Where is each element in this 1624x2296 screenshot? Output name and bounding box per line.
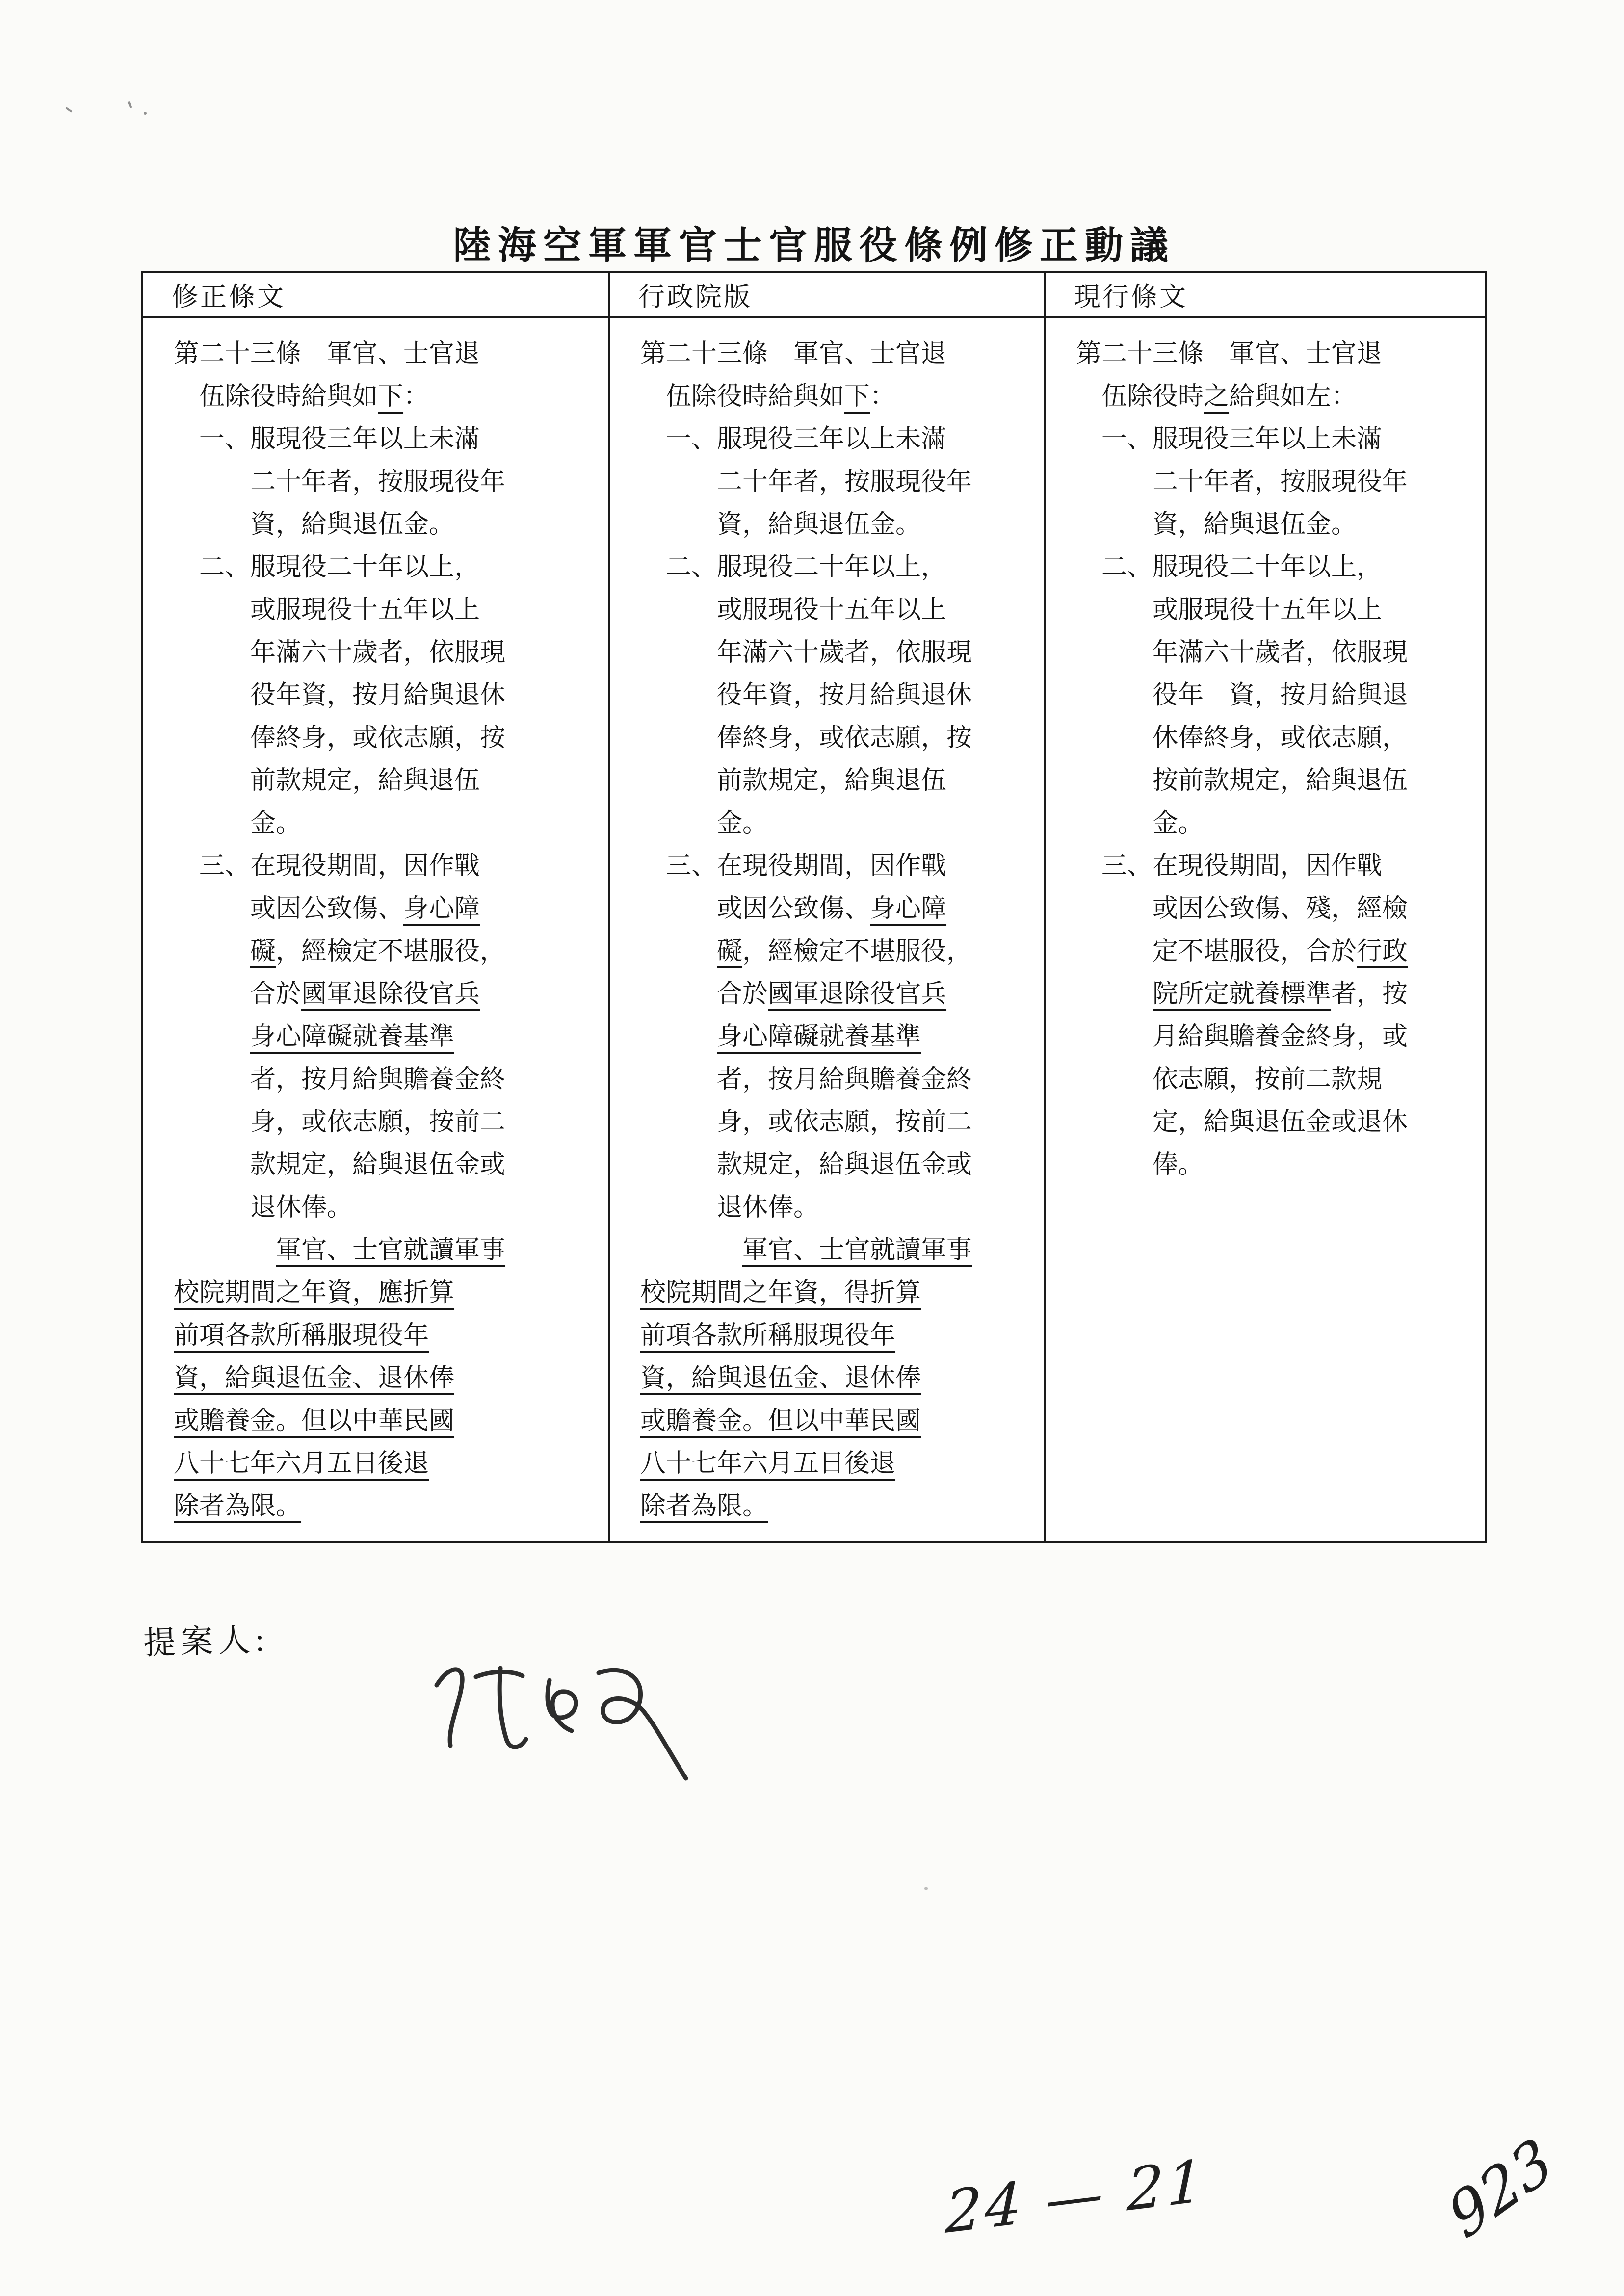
underlined-text-segment: 除者為限。 — [640, 1492, 768, 1520]
text-segment: 或服現役十五年以上 — [1153, 596, 1383, 624]
text-line — [1101, 546, 1473, 589]
underlined-text-segment: 資，給與退伍金、退休俸 — [640, 1364, 921, 1392]
text-line — [174, 1357, 596, 1400]
text-segment: 二十年者，按服現役年 — [1153, 468, 1408, 496]
text-line — [717, 1016, 1032, 1058]
text-line — [640, 1400, 1032, 1442]
text-segment: 一、服現役三年以上未滿 — [1101, 425, 1383, 453]
text-segment: 第二十三條 軍官、士官退 — [640, 340, 947, 368]
text-segment: 資，給與退伍金。 — [717, 511, 921, 539]
text-line — [174, 333, 596, 375]
text-segment: 三、在現役期間，因作戰 — [199, 852, 480, 880]
header-amended-text: 修正條文 — [143, 273, 610, 316]
underlined-text-segment: 或贍養金。但以中華民國 — [174, 1407, 455, 1435]
text-line — [717, 1101, 1032, 1144]
text-segment: 役年資，按月給與退休 — [250, 681, 506, 709]
text-line — [640, 333, 1032, 375]
text-line — [640, 1442, 1032, 1485]
text-line — [276, 1229, 596, 1272]
text-segment: 伍除役時給與如 — [666, 383, 845, 411]
text-segment: 定，給與退伍金或退休 — [1153, 1108, 1408, 1136]
text-segment: 或服現役十五年以上 — [250, 596, 480, 624]
text-segment: 年滿六十歲者，依服現 — [1153, 639, 1408, 667]
text-line — [174, 1442, 596, 1485]
text-segment: ： — [870, 383, 896, 411]
text-segment: 按前款規定，給與退伍 — [1153, 767, 1408, 795]
text-line — [250, 503, 596, 546]
text-segment: 款規定，給與退伍金或 — [717, 1151, 972, 1179]
text-line — [666, 546, 1032, 589]
text-segment: 者，按月給與贍養金終 — [250, 1066, 506, 1094]
text-line — [199, 418, 596, 461]
text-line — [1101, 418, 1473, 461]
text-line — [640, 1485, 1032, 1528]
text-line — [1153, 717, 1473, 759]
text-segment: 金。 — [250, 809, 302, 837]
text-line — [717, 503, 1032, 546]
handwritten-corner-mark: 923 — [1437, 2124, 1565, 2253]
text-segment: 前款規定，給與退伍 — [250, 767, 480, 795]
text-segment: 伍除役時給與如 — [199, 383, 378, 411]
text-segment: 三、在現役期間，因作戰 — [666, 852, 947, 880]
text-line — [640, 1357, 1032, 1400]
text-segment: 役年資，按月給與退休 — [717, 681, 972, 709]
scan-speck — [127, 101, 132, 109]
text-line — [250, 930, 596, 973]
text-line — [199, 845, 596, 887]
text-line — [250, 589, 596, 631]
underlined-text-segment: 礙 — [250, 938, 276, 965]
text-line — [1153, 1016, 1473, 1058]
text-segment: 一、服現役三年以上未滿 — [666, 425, 947, 453]
underlined-text-segment: 行政 — [1357, 938, 1408, 965]
text-segment: 役年 資，按月給與退 — [1153, 681, 1408, 709]
underlined-text-segment: 校院期間之年資，得折算 — [640, 1279, 921, 1307]
text-line — [666, 845, 1032, 887]
text-line — [250, 802, 596, 845]
underlined-text-segment: 除者為限。 — [174, 1492, 302, 1520]
text-segment: 年滿六十歲者，依服現 — [250, 639, 506, 667]
scan-speck — [65, 107, 73, 113]
text-line — [1153, 887, 1473, 930]
text-segment: 二、服現役二十年以上， — [666, 553, 947, 581]
text-segment: ，經檢定不堪服役， — [276, 938, 506, 965]
underlined-text-segment: 國軍退除役官兵 — [301, 980, 480, 1008]
text-segment: 退休俸。 — [717, 1194, 819, 1222]
text-line — [199, 375, 596, 418]
underlined-text-segment: 身心障礙就養基準 — [250, 1023, 455, 1051]
text-segment: 或因公致傷、殘，經檢 — [1153, 895, 1408, 923]
text-line — [250, 674, 596, 717]
text-line — [250, 1186, 596, 1229]
text-segment: 前款規定，給與退伍 — [717, 767, 947, 795]
underlined-text-segment: 院所定就養標準 — [1153, 980, 1332, 1008]
text-line — [1153, 1144, 1473, 1186]
underlined-text-segment: 身心障礙就養基準 — [717, 1023, 921, 1051]
text-line — [717, 1186, 1032, 1229]
text-line — [1153, 930, 1473, 973]
column-executive-yuan-version — [610, 318, 1046, 1541]
text-line — [640, 1272, 1032, 1314]
text-segment: 者，按 — [1331, 980, 1408, 1008]
text-segment: 者，按月給與贍養金終 — [717, 1066, 972, 1094]
text-line — [1101, 845, 1473, 887]
underlined-text-segment: 礙 — [717, 938, 743, 965]
text-segment: 合於 — [250, 980, 302, 1008]
text-line — [1153, 631, 1473, 674]
table-header-row — [143, 273, 1485, 318]
text-segment: 第二十三條 軍官、士官退 — [174, 340, 480, 368]
text-line — [250, 1101, 596, 1144]
text-line — [1153, 461, 1473, 503]
underlined-text-segment: 校院期間之年資，應折算 — [174, 1279, 455, 1307]
text-segment: 款規定，給與退伍金或 — [250, 1151, 506, 1179]
underlined-text-segment: 身心障 — [870, 895, 947, 923]
text-line — [1153, 674, 1473, 717]
underlined-text-segment: 八十七年六月五日後退 — [640, 1450, 896, 1478]
proposer-signature-handwriting — [402, 1639, 707, 1791]
text-segment: 俸終身，或依志願，按 — [717, 724, 972, 752]
column-amended-text — [143, 318, 610, 1541]
text-line — [717, 631, 1032, 674]
text-segment: 月給與贍養金終身，或 — [1153, 1023, 1408, 1051]
text-line — [717, 887, 1032, 930]
text-line — [717, 589, 1032, 631]
text-line — [174, 1400, 596, 1442]
underlined-text-segment: 八十七年六月五日後退 — [174, 1450, 429, 1478]
text-line — [1153, 759, 1473, 802]
text-line — [1153, 973, 1473, 1016]
underlined-text-segment: 下 — [378, 383, 404, 411]
text-line — [250, 461, 596, 503]
underlined-text-segment: 軍官、士官就讀軍事 — [742, 1236, 972, 1264]
text-line — [717, 1058, 1032, 1101]
text-line — [1153, 1101, 1473, 1144]
text-line — [250, 631, 596, 674]
text-segment: 一、服現役三年以上未滿 — [199, 425, 480, 453]
text-line — [250, 717, 596, 759]
underlined-text-segment: 身心障 — [403, 895, 480, 923]
comparison-table — [141, 271, 1487, 1543]
underlined-text-segment: 或贍養金。但以中華民國 — [640, 1407, 921, 1435]
text-line — [199, 546, 596, 589]
underlined-text-segment: 軍官、士官就讀軍事 — [276, 1236, 506, 1264]
handwritten-page-number: 24 — 21 — [944, 2146, 1207, 2247]
text-line — [717, 717, 1032, 759]
text-line — [1101, 375, 1473, 418]
text-segment: 資，給與退伍金。 — [1153, 511, 1357, 539]
underlined-text-segment: 之 — [1204, 383, 1230, 411]
text-segment: 金。 — [717, 809, 768, 837]
text-line — [250, 887, 596, 930]
underlined-text-segment: 前項各款所稱服現役年 — [640, 1322, 896, 1350]
text-line — [250, 1016, 596, 1058]
text-line — [250, 1144, 596, 1186]
text-segment: 二十年者，按服現役年 — [250, 468, 506, 496]
text-segment: 或因公致傷、 — [717, 895, 870, 923]
text-line — [174, 1314, 596, 1357]
text-line — [250, 1058, 596, 1101]
text-segment: 二、服現役二十年以上， — [1101, 553, 1383, 581]
text-line — [250, 759, 596, 802]
text-line — [742, 1229, 1032, 1272]
text-line — [1153, 503, 1473, 546]
underlined-text-segment: 前項各款所稱服現役年 — [174, 1322, 429, 1350]
text-line — [717, 1144, 1032, 1186]
text-segment: 金。 — [1153, 809, 1204, 837]
text-segment: 資，給與退伍金。 — [250, 511, 455, 539]
text-segment: 依志願，按前二款規 — [1153, 1066, 1383, 1094]
text-line — [1076, 333, 1473, 375]
text-segment: 身，或依志願，按前二 — [717, 1108, 972, 1136]
header-executive-yuan-version: 行政院版 — [610, 273, 1046, 316]
text-segment: ： — [403, 383, 429, 411]
underlined-text-segment: 國軍退除役官兵 — [768, 980, 947, 1008]
text-segment: 年滿六十歲者，依服現 — [717, 639, 972, 667]
text-line — [666, 375, 1032, 418]
text-segment: 三、在現役期間，因作戰 — [1101, 852, 1383, 880]
text-segment: 定不堪服役，合於 — [1153, 938, 1357, 965]
text-segment: 身，或依志願，按前二 — [250, 1108, 506, 1136]
table-body-row — [143, 318, 1485, 1541]
text-line — [1153, 589, 1473, 631]
text-line — [717, 802, 1032, 845]
text-line — [1153, 802, 1473, 845]
scan-speck — [144, 112, 147, 115]
text-segment: 二、服現役二十年以上， — [199, 553, 480, 581]
text-line — [666, 418, 1032, 461]
text-line — [717, 461, 1032, 503]
text-segment: 退休俸。 — [250, 1194, 353, 1222]
header-current-text: 現行條文 — [1074, 282, 1188, 312]
text-line — [174, 1485, 596, 1528]
text-line — [1153, 1058, 1473, 1101]
text-segment: ，經檢定不堪服役， — [742, 938, 972, 965]
text-segment: 第二十三條 軍官、士官退 — [1076, 340, 1383, 368]
text-segment: 俸終身，或依志願，按 — [250, 724, 506, 752]
text-line — [640, 1314, 1032, 1357]
text-line — [717, 973, 1032, 1016]
text-segment: 伍除役時 — [1101, 383, 1204, 411]
text-line — [250, 973, 596, 1016]
text-line — [717, 930, 1032, 973]
text-segment: 或服現役十五年以上 — [717, 596, 947, 624]
text-line — [717, 759, 1032, 802]
text-line — [717, 674, 1032, 717]
scan-speck — [924, 1887, 928, 1890]
text-segment: 給與如左： — [1229, 383, 1357, 411]
column-current-text — [1046, 318, 1485, 1541]
text-segment: 合於 — [717, 980, 768, 1008]
text-segment: 二十年者，按服現役年 — [717, 468, 972, 496]
underlined-text-segment: 資，給與退伍金、退休俸 — [174, 1364, 455, 1392]
document-title: 陸海空軍軍官士官服役條例修正動議 — [452, 224, 1175, 267]
underlined-text-segment: 下 — [844, 383, 870, 411]
text-segment: 俸。 — [1153, 1151, 1204, 1179]
proposer-label: 提案人: — [143, 1622, 270, 1662]
text-segment: 或因公致傷、 — [250, 895, 404, 923]
text-line — [174, 1272, 596, 1314]
text-segment: 休俸終身，或依志願， — [1153, 724, 1408, 752]
